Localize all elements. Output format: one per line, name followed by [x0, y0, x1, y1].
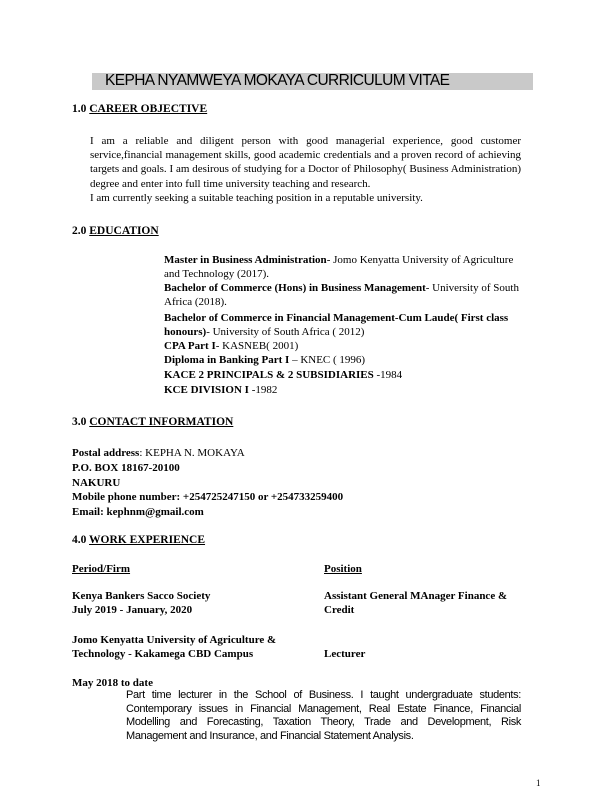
qualification: CPA Part I	[164, 340, 216, 352]
institution: - KASNEB( 2001)	[215, 340, 299, 352]
institution: - Jomo Kenyatta University of Agriculture and Technology (2017).	[164, 254, 514, 280]
work-description: Part time lecturer in the School of Business. I taught undergraduate students: Contemporary issues in Financial Management, Real Estate Finance, Financial Modelling and Forecasting, Taxation Theory, Trade and Development, Risk Management and Insurance, and Financial Statement Analysis.	[126, 689, 521, 742]
mobile-phone: Mobile phone number: +254725247150 or +254733259400	[72, 491, 344, 504]
education-item	[164, 354, 529, 368]
work-position: Assistant General MAnager Finance & Credit	[324, 590, 508, 617]
page-title: KEPHA NYAMWEYA MOKAYA CURRICULUM VITAE	[105, 72, 450, 89]
qualification: KCE DIVISION I	[164, 384, 249, 396]
section-number: 3.0	[72, 416, 87, 428]
column-header-position: Position	[324, 563, 362, 575]
postal-label: Postal address	[72, 447, 140, 459]
page-number: 1	[536, 778, 541, 788]
work-position: Lecturer	[324, 648, 366, 660]
section-heading-contact	[72, 415, 233, 429]
institution: - University of South Africa ( 2012)	[206, 325, 365, 338]
work-firm: Jomo Kenyatta University of Agriculture & Technology - Kakamega CBD Campus	[72, 634, 277, 661]
postal-value: : KEPHA N. MOKAYA	[139, 447, 245, 459]
section-number: 2.0	[72, 225, 87, 237]
career-paragraph: I am a reliable and diligent person with good managerial experience, good customer service,financial management skills, good academic credentials and a proven record of achieving targets and goals. I am desirous of studying for a Doctor of Philosophy( Business Administration) degree and enter into full time university teaching and research.	[90, 135, 521, 190]
section-title: CAREER OBJECTIVE	[89, 103, 208, 115]
career-objective-text	[90, 134, 521, 205]
section-heading-education	[72, 224, 159, 238]
education-item	[164, 254, 529, 282]
work-period: July 2019 - January, 2020	[72, 604, 193, 616]
contact-block	[72, 446, 343, 520]
qualification: Bachelor of Commerce (Hons) in Business Management	[164, 282, 426, 294]
institution: -1984	[373, 369, 403, 381]
qualification: Diploma in Banking Part I	[164, 354, 290, 366]
education-item	[164, 369, 529, 383]
work-firm: Kenya Bankers Sacco Society	[72, 590, 211, 602]
education-item	[164, 312, 529, 340]
section-title: CONTACT INFORMATION	[89, 416, 234, 428]
institution: - University of South Africa (2018).	[164, 282, 519, 308]
section-title: WORK EXPERIENCE	[89, 534, 206, 546]
qualification: Master in Business Administration	[164, 254, 327, 266]
postal-address	[72, 446, 343, 461]
institution: – KNEC ( 1996)	[289, 354, 366, 366]
section-heading-career	[72, 102, 207, 116]
section-number: 1.0	[72, 103, 87, 115]
po-box: P.O. BOX 18167-20100	[72, 461, 180, 474]
column-header-period: Period/Firm	[72, 563, 131, 575]
section-title: EDUCATION	[89, 225, 159, 237]
qualification: Bachelor of Commerce in Financial Management-Cum Laude( First class honours)	[164, 312, 509, 338]
career-paragraph: I am currently seeking a suitable teaching position in a reputable university.	[90, 191, 423, 204]
town: NAKURU	[72, 476, 121, 489]
section-number: 4.0	[72, 534, 87, 546]
qualification: KACE 2 PRINCIPALS & 2 SUBSIDIARIES	[164, 369, 374, 381]
education-item	[164, 282, 529, 310]
education-item	[164, 340, 529, 354]
institution: -1982	[248, 384, 278, 396]
section-heading-work	[72, 533, 205, 547]
education-item	[164, 384, 529, 398]
email: Email: kephnm@gmail.com	[72, 506, 204, 519]
work-current-period: May 2018 to date	[72, 677, 153, 689]
